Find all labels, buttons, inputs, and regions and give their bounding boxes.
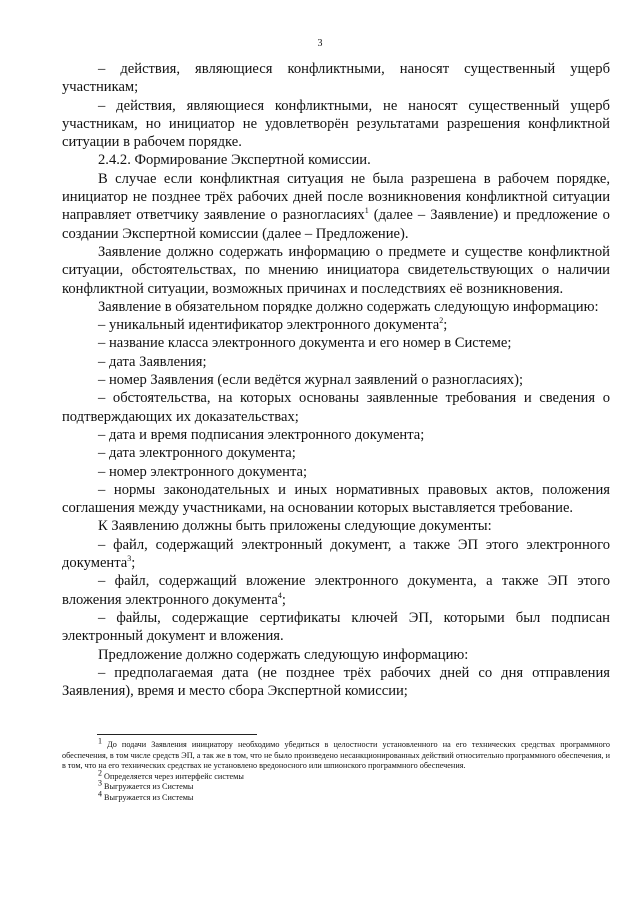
footnote-ref: 4 xyxy=(277,590,282,600)
list-item: – название класса электронного документа и его номер в Системе; xyxy=(98,335,512,352)
paragraph: Заявление должно содержать информацию о предмете и существе конфликтной ситуации, обстоятельствах, по мнению инициатора свидетельствующих о наличии конфликтной ситуации, возможных причинах и последствиях её возникновения. xyxy=(62,243,610,297)
list-item: – дата и время подписания электронного документа; xyxy=(98,426,425,443)
footnote: $^1$ До подачи Заявления инициатору необходимо убедиться в целостности установленного на его технических средствах программного обеспечения, в том числе средств ЭП, а так же в том, что не было произведено несанкционированных действий относительно программного обеспечения, и в том, что на его технических средствах не установлено вредоносного или шпионского программного обеспечения. xyxy=(62,736,610,771)
footnote-ref: 1 xyxy=(364,206,369,216)
footnote: $^3$ Выгружается из Системы xyxy=(98,778,194,792)
footnote-ref: 2 xyxy=(439,316,444,326)
body-text xyxy=(62,60,610,700)
paragraph: – действия, являющиеся конфликтными, не наносят существенный ущерб участникам, но инициатор не удовлетворён результатами разрешения конфликтной ситуации в рабочем порядке. xyxy=(62,97,610,151)
list-item: – уникальный идентификатор электронного документа$^2$; xyxy=(98,316,448,334)
footnote: $^2$ Определяется через интерфейс системы xyxy=(98,768,244,781)
list-item: – нормы законодательных и иных нормативных правовых актов, положения соглашения между участниками, на основании которых выставляется требование. xyxy=(62,481,610,517)
list-item: – обстоятельства, на которых основаны заявленные требования и сведения о подтверждающих их доказательствах; xyxy=(62,390,610,425)
list-item: – файл, содержащий вложение электронного документа, а также ЭП этого вложения электронного документа$^4$; xyxy=(62,573,610,608)
footnote-divider xyxy=(97,734,257,735)
list-item: – дата Заявления; xyxy=(98,353,207,370)
footnote-ref: 3 xyxy=(127,554,132,564)
paragraph: Предложение должно содержать следующую информацию: xyxy=(98,646,469,663)
footnote: $^4$ Выгружается из Системы xyxy=(98,789,194,802)
page-number: 3 xyxy=(317,38,323,49)
list-item: – номер Заявления (если ведётся журнал заявлений о разногласиях); xyxy=(98,372,523,389)
list-item: – файлы, содержащие сертификаты ключей ЭП, которыми был подписан электронный документ и вложения. xyxy=(62,609,610,645)
list-item: – дата электронного документа; xyxy=(98,445,296,462)
section-heading: 2.4.2. Формирование Экспертной комиссии. xyxy=(98,152,371,169)
footnotes xyxy=(62,736,610,804)
list-item: – файл, содержащий электронный документ, а также ЭП этого электронного документа$^3$; xyxy=(62,536,610,572)
paragraph: Заявление в обязательном порядке должно содержать следующую информацию: xyxy=(98,298,599,315)
paragraph: В случае если конфликтная ситуация не была разрешена в рабочем порядке, инициатор не позднее трёх рабочих дней после возникновения конфликтной ситуации направляет ответчику заявление о разногласиях$^1$ (далее – Заявление) и предложение о создании Экспертной комиссии (далее – Предложение). xyxy=(62,170,610,242)
paragraph: К Заявлению должны быть приложены следующие документы: xyxy=(98,518,492,535)
list-item: – номер электронного документа; xyxy=(98,463,308,480)
paragraph: – действия, являющиеся конфликтными, наносят существенный ущерб участникам; xyxy=(62,61,610,96)
list-item: – предполагаемая дата (не позднее трёх рабочих дней со дня отправления Заявления), время и место сбора Экспертной комиссии; xyxy=(62,664,610,700)
